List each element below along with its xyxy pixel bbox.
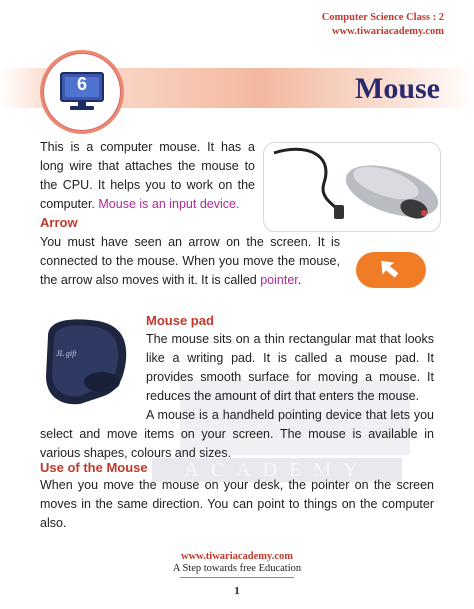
mouse-pad-label: JL gift (56, 349, 77, 358)
footer-website: www.tiwariacademy.com (181, 551, 293, 562)
pointer-highlight: pointer (260, 273, 298, 287)
watermark-text: ACADEMY (152, 458, 402, 482)
mouse-pad-heading: Mouse pad (146, 313, 214, 328)
mouse-photo (263, 142, 441, 232)
arrow-end: . (297, 273, 302, 287)
header-website: www.tiwariacademy.com (332, 26, 444, 37)
header-class-label: Computer Science Class : 2 (321, 12, 444, 23)
arrow-paragraph (40, 233, 340, 290)
footer-divider (180, 577, 294, 578)
page-number: 1 (234, 585, 240, 597)
use-heading: Use of the Mouse (40, 460, 148, 475)
mouse-definition-paragraph: A mouse is a handheld pointing device that lets you select and move items on your screen. The mouse is available in various shapes, colours and sizes. (40, 408, 434, 460)
arrow-pointer-icon (356, 252, 426, 288)
use-paragraph: When you move the mouse on your desk, the pointer on the screen moves in the same direction. You can point to things on the computer also. (40, 478, 434, 530)
footer-tagline: A Step towards free Education (172, 563, 302, 574)
arrow-heading: Arrow (40, 215, 78, 230)
intro-text: This is a computer mouse. It has a long wire that attaches the mouse to the CPU. It helps you to work on the computer. (40, 140, 255, 211)
intro-highlight: Mouse is an input device. (98, 197, 240, 211)
intro-paragraph (40, 138, 255, 214)
chapter-number: 6 (76, 74, 87, 94)
arrow-text: You must have seen an arrow on the screen. It is connected to the mouse. When you move the mouse, the arrow also moves with it. It is called (40, 235, 340, 287)
mouse-pad-image (40, 316, 132, 408)
mouse-pad-paragraph: The mouse sits on a thin rectangular mat that looks like a writing pad. It is called a mouse pad. It provides smooth surface for moving a mouse. It reduces the amount of dirt that enters the mouse. (146, 332, 434, 403)
page-title: Mouse (355, 72, 440, 105)
